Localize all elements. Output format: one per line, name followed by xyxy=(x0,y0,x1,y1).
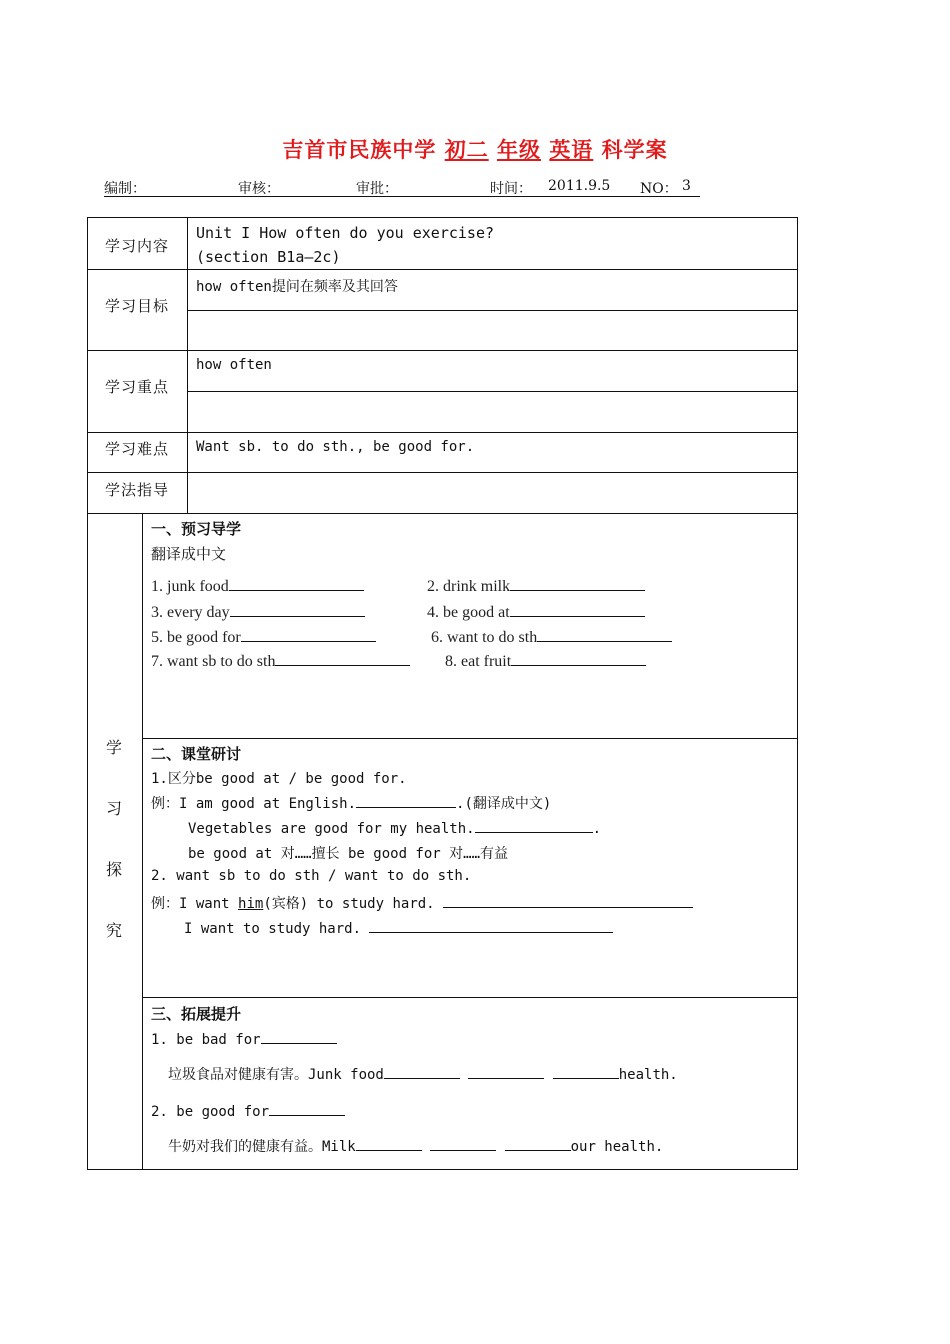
side-label-char: 学 xyxy=(106,738,123,757)
row-line xyxy=(87,269,798,270)
section2-line7: I want to study hard. xyxy=(184,918,613,937)
section2-line5: 2. want sb to do sth / want to do sth. xyxy=(151,868,472,884)
vocab-item-2: 2. drink milk xyxy=(427,576,645,596)
page-title xyxy=(0,134,950,164)
goal-label: 学习目标 xyxy=(105,297,170,315)
vocab-item-5: 5. be good for xyxy=(151,627,376,647)
section2-line4: be good at 对……擅长 be good for 对……有益 xyxy=(188,846,509,862)
side-label-char: 习 xyxy=(106,799,123,818)
editor-label: 编制： xyxy=(104,181,146,197)
title-subject: 英语 xyxy=(549,137,594,162)
content-label: 学习内容 xyxy=(105,237,170,255)
approve-label: 审批： xyxy=(356,181,398,197)
label-divider xyxy=(187,217,188,514)
section1-heading: 一、预习导学 xyxy=(151,520,242,538)
time-label: 时间： xyxy=(490,181,532,197)
section-line xyxy=(142,738,798,739)
section-line xyxy=(142,997,798,998)
no-label: NO： xyxy=(640,181,678,197)
content-line2: (section B1a—2c) xyxy=(196,248,341,266)
row-line xyxy=(87,472,798,473)
side-label-char: 究 xyxy=(106,921,123,940)
section3-item2: 2. be good for xyxy=(151,1101,345,1120)
time-value: 2011.9.5 xyxy=(548,178,611,194)
section2-line6: 例：I want him(宾格) to study hard. xyxy=(151,893,693,913)
title-school: 吉首市民族中学 xyxy=(282,137,437,162)
vocab-item-7: 7. want sb to do sth xyxy=(151,651,410,671)
worksheet-table xyxy=(87,217,798,1170)
vocab-item-6: 6. want to do sth xyxy=(431,627,672,647)
row-line xyxy=(187,391,798,392)
row-line xyxy=(87,432,798,433)
section3-item2-sentence: 牛奶对我们的健康有益。Milk our health. xyxy=(168,1136,663,1156)
vocab-item-1: 1. junk food xyxy=(151,576,364,596)
focus-text: how often xyxy=(196,357,272,373)
title-grade-suffix: 年级 xyxy=(497,137,541,162)
side-label-char: 探 xyxy=(106,860,123,879)
section3-heading: 三、拓展提升 xyxy=(151,1005,242,1023)
focus-label: 学习重点 xyxy=(105,378,170,396)
title-suffix: 科学案 xyxy=(601,137,668,162)
title-grade: 初二 xyxy=(444,137,489,162)
section3-item1: 1. be bad for xyxy=(151,1029,337,1048)
section1-instruction: 翻译成中文 xyxy=(151,545,227,563)
method-label: 学法指导 xyxy=(105,481,170,499)
section2-heading: 二、课堂研讨 xyxy=(151,745,242,763)
content-line1: Unit I How often do you exercise? xyxy=(196,224,495,242)
no-value: 3 xyxy=(682,178,691,194)
section2-line3: Vegetables are good for my health. . xyxy=(188,818,601,837)
side-divider xyxy=(142,513,143,1170)
row-line xyxy=(187,310,798,311)
section2-line2: 例：I am good at English. .(翻译成中文) xyxy=(151,793,551,813)
vocab-item-3: 3. every day xyxy=(151,602,365,622)
review-label: 审核： xyxy=(238,181,280,197)
difficulty-text: Want sb. to do sth., be good for. xyxy=(196,439,475,455)
meta-line xyxy=(104,178,700,197)
section3-item1-sentence: 垃圾食品对健康有害。Junk food health. xyxy=(168,1064,678,1084)
row-line xyxy=(87,513,798,514)
section2-line1: 1.区分be good at / be good for. xyxy=(151,771,407,787)
difficulty-label: 学习难点 xyxy=(105,440,170,458)
vocab-item-8: 8. eat fruit xyxy=(445,651,646,671)
goal-text: how often提问在频率及其回答 xyxy=(196,279,398,295)
vocab-item-4: 4. be good at xyxy=(427,602,645,622)
row-line xyxy=(87,350,798,351)
